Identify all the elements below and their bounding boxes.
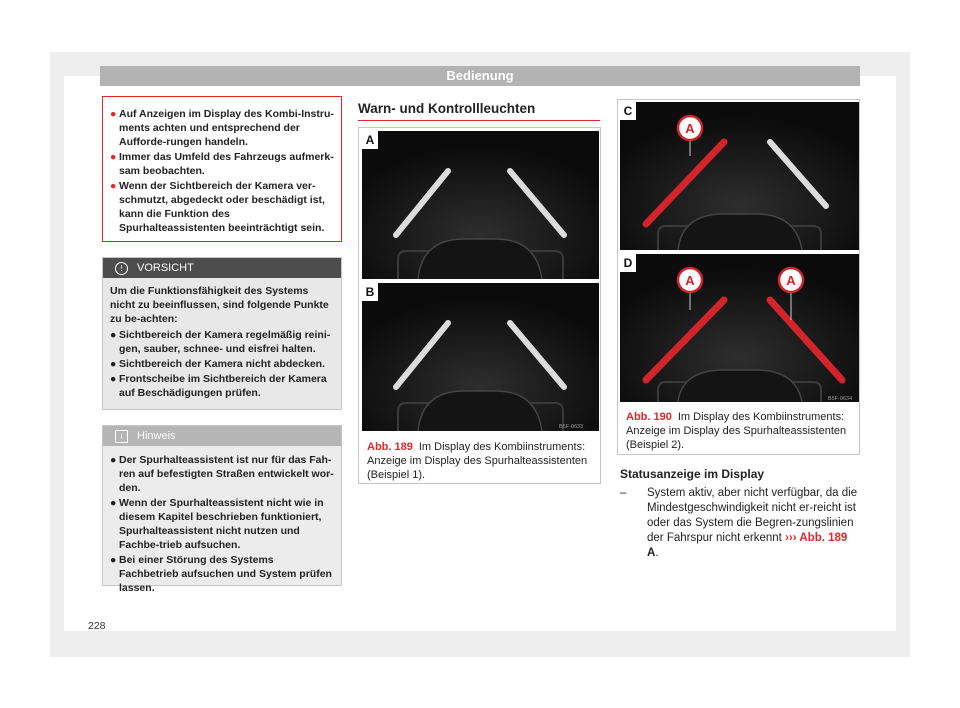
marker-a-label: A <box>786 273 796 288</box>
caution-item: ● Sichtbereich der Kamera regelmäßig reini-gen, sauber, schnee- und eisfrei halten. <box>110 329 331 355</box>
lane-display-a <box>362 131 599 279</box>
bullet-icon: ● <box>110 373 117 385</box>
figure-reference-link[interactable] <box>785 532 847 544</box>
vehicle-hood <box>678 370 802 402</box>
figure-caption <box>367 440 595 482</box>
image-code: B5F-0634 <box>828 396 853 402</box>
note-item: ● Wenn der Spurhalteassistent nicht wie in diesem Kapitel beschrieben funktioniert, Spurhalteassistent nicht nutzen und Fachbe-trieb aufsuchen. <box>110 497 324 551</box>
page-number: 228 <box>88 620 106 632</box>
caution-title: VORSICHT <box>137 262 194 274</box>
panel-label-b: B <box>362 283 378 301</box>
bullet-icon: ● <box>110 180 117 192</box>
note-item: ● Der Spurhalteassistent ist nur für das Fah-ren auf befestigten Straßen entwickelt wor-den. <box>110 454 334 494</box>
display-panel-c <box>620 102 859 250</box>
caution-item: ● Sichtbereich der Kamera nicht abdecken. <box>110 358 325 370</box>
bullet-icon: ● <box>110 454 117 466</box>
section-title: Warn- und Kontrollleuchten <box>358 101 536 116</box>
bullet-icon: ● <box>110 108 117 120</box>
section-divider <box>358 120 600 121</box>
chapter-header: Bedienung <box>100 66 860 86</box>
warning-item: ● Auf Anzeigen im Display des Kombi-Instru-ments achten und entsprechend der Aufforde-rungen handeln. <box>110 108 334 148</box>
exclamation-circle-icon: ! <box>115 262 128 275</box>
info-square-icon: i <box>115 430 128 443</box>
caution-box <box>102 257 342 410</box>
marker-a-label: A <box>685 121 695 136</box>
vehicle-hood <box>678 214 802 250</box>
reference-figure: Abb. 189 <box>799 532 848 544</box>
caution-intro: Um die Funktionsfähigkeit des Systems nicht zu beeinflussen, sind folgende Punkte zu be-achten: <box>110 285 329 325</box>
status-title: Statusanzeige im Display <box>620 467 765 481</box>
bullet-icon: ● <box>110 554 117 566</box>
warning-box <box>102 96 342 242</box>
caution-item: ● Frontscheibe im Sichtbereich der Kamera auf Beschädigungen prüfen. <box>110 373 327 399</box>
note-title: Hinweis <box>137 430 176 442</box>
bullet-icon: ● <box>110 497 117 509</box>
panel-label-d: D <box>620 254 636 272</box>
warning-item: ● Wenn der Sichtbereich der Kamera ver-schmutzt, abgedeckt oder beschädigt ist, kann die Funktion des Spurhalteassistenten beeinträchtigt sein. <box>110 180 325 234</box>
caption-text: Im Display des Kombiinstruments: Anzeige im Display des Spurhalteassistenten (Beispiel 1). <box>367 441 588 481</box>
lane-display-d <box>620 254 859 402</box>
bullet-icon: ● <box>110 151 117 163</box>
note-header <box>103 426 341 446</box>
panel-label-a: A <box>362 131 378 149</box>
caution-header <box>103 258 341 278</box>
status-text: System aktiv, aber nicht verfügbar, da die Mindestgeschwindigkeit nicht er-reicht ist oder das System die Begren-zungslinien der Fahrspur nicht erkennt <box>647 487 858 544</box>
note-box <box>102 425 342 594</box>
reference-arrows: ››› <box>785 532 797 544</box>
marker-a-label: A <box>685 273 695 288</box>
display-panel-d <box>620 254 859 402</box>
figure-190 <box>617 99 860 455</box>
bullet-icon: ● <box>110 329 117 341</box>
note-item: ● Bei einer Störung des Systems Fachbetrieb aufsuchen und System prüfen lassen. <box>110 554 332 594</box>
display-panel-b <box>362 283 599 431</box>
panel-label-c: C <box>620 102 636 120</box>
status-item <box>620 486 860 561</box>
bullet-icon: ● <box>110 358 117 370</box>
caption-label: Abb. 190 <box>626 411 672 423</box>
figure-caption <box>626 410 856 452</box>
status-text-block <box>647 486 860 561</box>
figure-189 <box>358 127 601 484</box>
image-code: B5F-0633 <box>559 424 584 430</box>
caption-text: Im Display des Kombiinstruments: Anzeige im Display des Spurhalteassistenten (Beispiel 2). <box>626 411 847 451</box>
warning-item: ● Immer das Umfeld des Fahrzeugs aufmerk-sam beobachten. <box>110 151 334 177</box>
dash-bullet: – <box>620 487 627 499</box>
lane-display-b <box>362 283 599 431</box>
reference-panel: A <box>647 547 656 559</box>
caption-label: Abb. 189 <box>367 441 413 453</box>
reference-period: . <box>655 547 659 559</box>
display-panel-a <box>362 131 599 279</box>
lane-display-c <box>620 102 859 250</box>
